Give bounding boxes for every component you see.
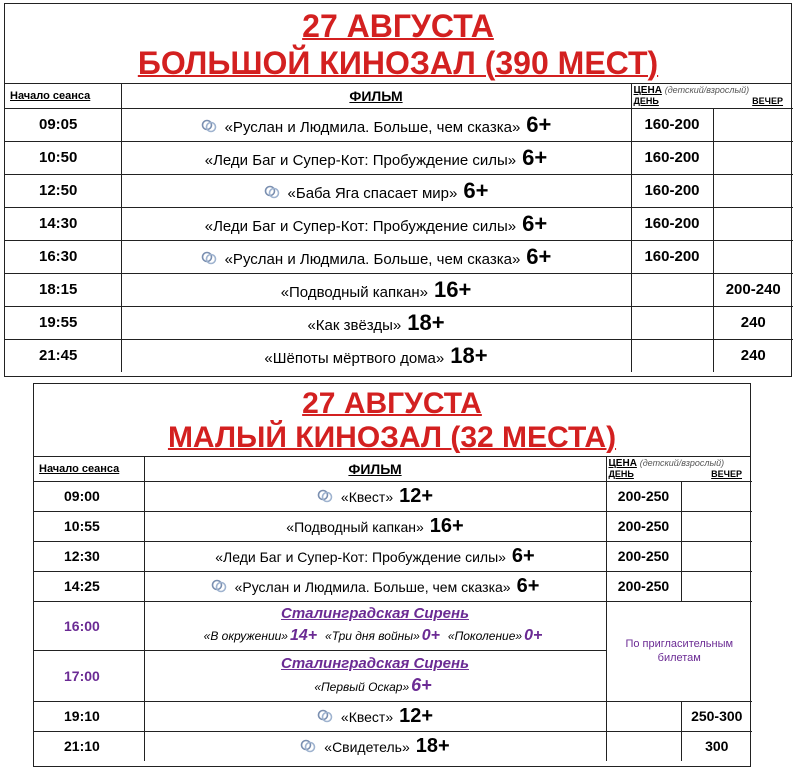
age-rating: 6+: [526, 111, 552, 137]
film-cell: [144, 731, 606, 761]
table-row-festival: [34, 601, 752, 650]
film-cell: [144, 511, 606, 541]
film-cell: [121, 207, 631, 240]
table-row: [5, 174, 793, 207]
table-row: [34, 541, 752, 571]
header-price: [631, 84, 793, 108]
small-hall-schedule: [33, 383, 751, 767]
big-hall-table: [5, 84, 793, 372]
price-day: 160-200: [631, 108, 713, 141]
price-evening: [681, 481, 752, 511]
header-day: ДЕНЬ: [608, 468, 634, 479]
film-cell: [144, 481, 606, 511]
film-title: «Леди Баг и Супер-Кот: Пробуждение силы»: [204, 217, 517, 235]
session-time: 12:50: [5, 174, 121, 207]
3d-rings-icon: [201, 251, 217, 265]
film-cell: [144, 701, 606, 731]
session-time: 17:00: [34, 650, 144, 701]
film-cell: [144, 541, 606, 571]
film-cell: [121, 339, 631, 372]
festival-films: [145, 674, 606, 698]
3d-rings-icon: [264, 185, 280, 199]
session-time: 21:10: [34, 731, 144, 761]
festival-film-title: «В окружении»: [203, 629, 288, 643]
price-evening: [681, 541, 752, 571]
film-title: «Квест»: [340, 708, 394, 725]
film-title: «Шёпоты мёртвого дома»: [264, 349, 445, 367]
price-day: [606, 731, 681, 761]
film-cell: [121, 240, 631, 273]
film-cell: [121, 174, 631, 207]
price-day: [631, 273, 713, 306]
price-evening: [713, 174, 793, 207]
session-time: 19:55: [5, 306, 121, 339]
session-time: 12:30: [34, 541, 144, 571]
price-day: [631, 306, 713, 339]
header-price-note: (детский/взрослый): [664, 84, 750, 95]
age-rating: 6+: [516, 574, 540, 597]
price-day: 160-200: [631, 174, 713, 207]
3d-rings-icon: [211, 579, 227, 593]
3d-rings-icon: [317, 489, 333, 503]
table-header-row: [5, 84, 793, 108]
table-row: [5, 108, 793, 141]
small-hall-title: МАЛЫЙ КИНОЗАЛ (32 МЕСТА): [167, 421, 617, 454]
age-rating: 6+: [463, 177, 489, 203]
table-row: [5, 306, 793, 339]
price-evening: [713, 141, 793, 174]
age-rating: 16+: [433, 276, 472, 302]
session-time: 16:30: [5, 240, 121, 273]
age-rating: 12+: [399, 704, 434, 727]
price-evening: 240: [713, 306, 793, 339]
3d-rings-icon: [317, 709, 333, 723]
price-day: 200-250: [606, 571, 681, 601]
price-evening: [713, 240, 793, 273]
age-rating: 6+: [522, 144, 548, 170]
session-time: 09:05: [5, 108, 121, 141]
table-row: [34, 571, 752, 601]
age-rating: 6+: [511, 544, 535, 567]
price-day: 160-200: [631, 240, 713, 273]
price-day: 200-250: [606, 511, 681, 541]
table-header-row: [34, 457, 752, 481]
festival-cell: [144, 650, 606, 701]
session-time: 21:45: [5, 339, 121, 372]
header-price-label: ЦЕНА: [608, 457, 637, 469]
session-time: 09:00: [34, 481, 144, 511]
festival-title: Сталинградская Сирень: [281, 605, 469, 622]
invitation-note: По пригласительным билетам: [606, 601, 752, 701]
age-rating: 18+: [407, 309, 445, 335]
film-title: «Как звёзды»: [307, 316, 402, 334]
header-time: Начало сеанса: [5, 84, 121, 108]
table-row: [34, 731, 752, 761]
film-title: «Леди Баг и Супер-Кот: Пробуждение силы»: [215, 548, 506, 565]
3d-rings-icon: [201, 119, 217, 133]
header-time: Начало сеанса: [34, 457, 144, 481]
festival-film-title: «Первый Оскар»: [314, 679, 410, 694]
film-cell: [121, 306, 631, 339]
film-title: «Подводный капкан»: [286, 518, 424, 535]
table-row: [34, 481, 752, 511]
session-time: 14:30: [5, 207, 121, 240]
price-evening: 250-300: [681, 701, 752, 731]
header-film: ФИЛЬМ: [144, 457, 606, 481]
table-row: [34, 511, 752, 541]
festival-film-title: «Поколение»: [447, 629, 523, 643]
price-day: 200-250: [606, 541, 681, 571]
age-rating: 0+: [524, 627, 543, 644]
price-day: [606, 701, 681, 731]
header-evening: ВЕЧЕР: [711, 468, 743, 479]
header-price-label: ЦЕНА: [633, 84, 662, 96]
film-title: «Квест»: [340, 488, 394, 505]
header-day: ДЕНЬ: [633, 95, 659, 106]
film-title: «Руслан и Людмила. Больше, чем сказка»: [224, 250, 521, 268]
table-row: [5, 339, 793, 372]
age-rating: 6+: [522, 210, 548, 236]
header-price: [606, 457, 752, 481]
age-rating: 18+: [450, 342, 488, 368]
small-hall-date: 27 АВГУСТА: [302, 387, 482, 420]
small-hall-table: [34, 457, 752, 761]
session-time: 10:50: [5, 141, 121, 174]
film-title: «Леди Баг и Супер-Кот: Пробуждение силы»: [204, 151, 517, 169]
age-rating: 12+: [399, 484, 434, 507]
big-hall-date: 27 АВГУСТА: [302, 8, 494, 44]
session-time: 16:00: [34, 601, 144, 650]
age-rating: 6+: [411, 674, 432, 695]
age-rating: 0+: [421, 627, 440, 644]
session-time: 18:15: [5, 273, 121, 306]
film-title: «Баба Яга спасает мир»: [287, 184, 458, 202]
age-rating: 16+: [429, 514, 464, 537]
film-cell: [121, 273, 631, 306]
price-evening: 240: [713, 339, 793, 372]
table-row: [5, 141, 793, 174]
film-title: «Подводный капкан»: [280, 283, 428, 301]
price-day: 200-250: [606, 481, 681, 511]
session-time: 14:25: [34, 571, 144, 601]
small-hall-header: [34, 384, 750, 457]
big-hall-header: [5, 4, 791, 84]
price-evening: [713, 108, 793, 141]
table-row: [5, 240, 793, 273]
session-time: 19:10: [34, 701, 144, 731]
film-cell: [121, 108, 631, 141]
session-time: 10:55: [34, 511, 144, 541]
festival-cell: [144, 601, 606, 650]
price-evening: [713, 207, 793, 240]
price-day: 160-200: [631, 141, 713, 174]
film-cell: [144, 571, 606, 601]
festival-films: [145, 624, 606, 647]
festival-title: Сталинградская Сирень: [281, 654, 469, 672]
film-title: «Свидетель»: [324, 738, 410, 755]
table-row: [5, 207, 793, 240]
film-cell: [121, 141, 631, 174]
festival-film-title: «Три дня войны»: [325, 629, 420, 643]
header-price-note: (детский/взрослый): [639, 457, 725, 468]
3d-rings-icon: [300, 739, 316, 753]
age-rating: 18+: [415, 734, 450, 757]
header-price-sub: [634, 96, 792, 107]
header-evening: ВЕЧЕР: [752, 95, 784, 106]
price-evening: 200-240: [713, 273, 793, 306]
price-day: 160-200: [631, 207, 713, 240]
table-row: [34, 701, 752, 731]
price-evening: 300: [681, 731, 752, 761]
price-evening: [681, 571, 752, 601]
table-row: [5, 273, 793, 306]
age-rating: 14+: [289, 627, 318, 644]
price-day: [631, 339, 713, 372]
age-rating: 6+: [526, 243, 552, 269]
big-hall-schedule: [4, 3, 792, 377]
big-hall-title: БОЛЬШОЙ КИНОЗАЛ (390 МЕСТ): [137, 45, 659, 81]
header-film: ФИЛЬМ: [121, 84, 631, 108]
film-title: «Руслан и Людмила. Больше, чем сказка»: [234, 578, 511, 595]
header-price-sub: [609, 469, 751, 480]
film-title: «Руслан и Людмила. Больше, чем сказка»: [224, 118, 521, 136]
price-evening: [681, 511, 752, 541]
